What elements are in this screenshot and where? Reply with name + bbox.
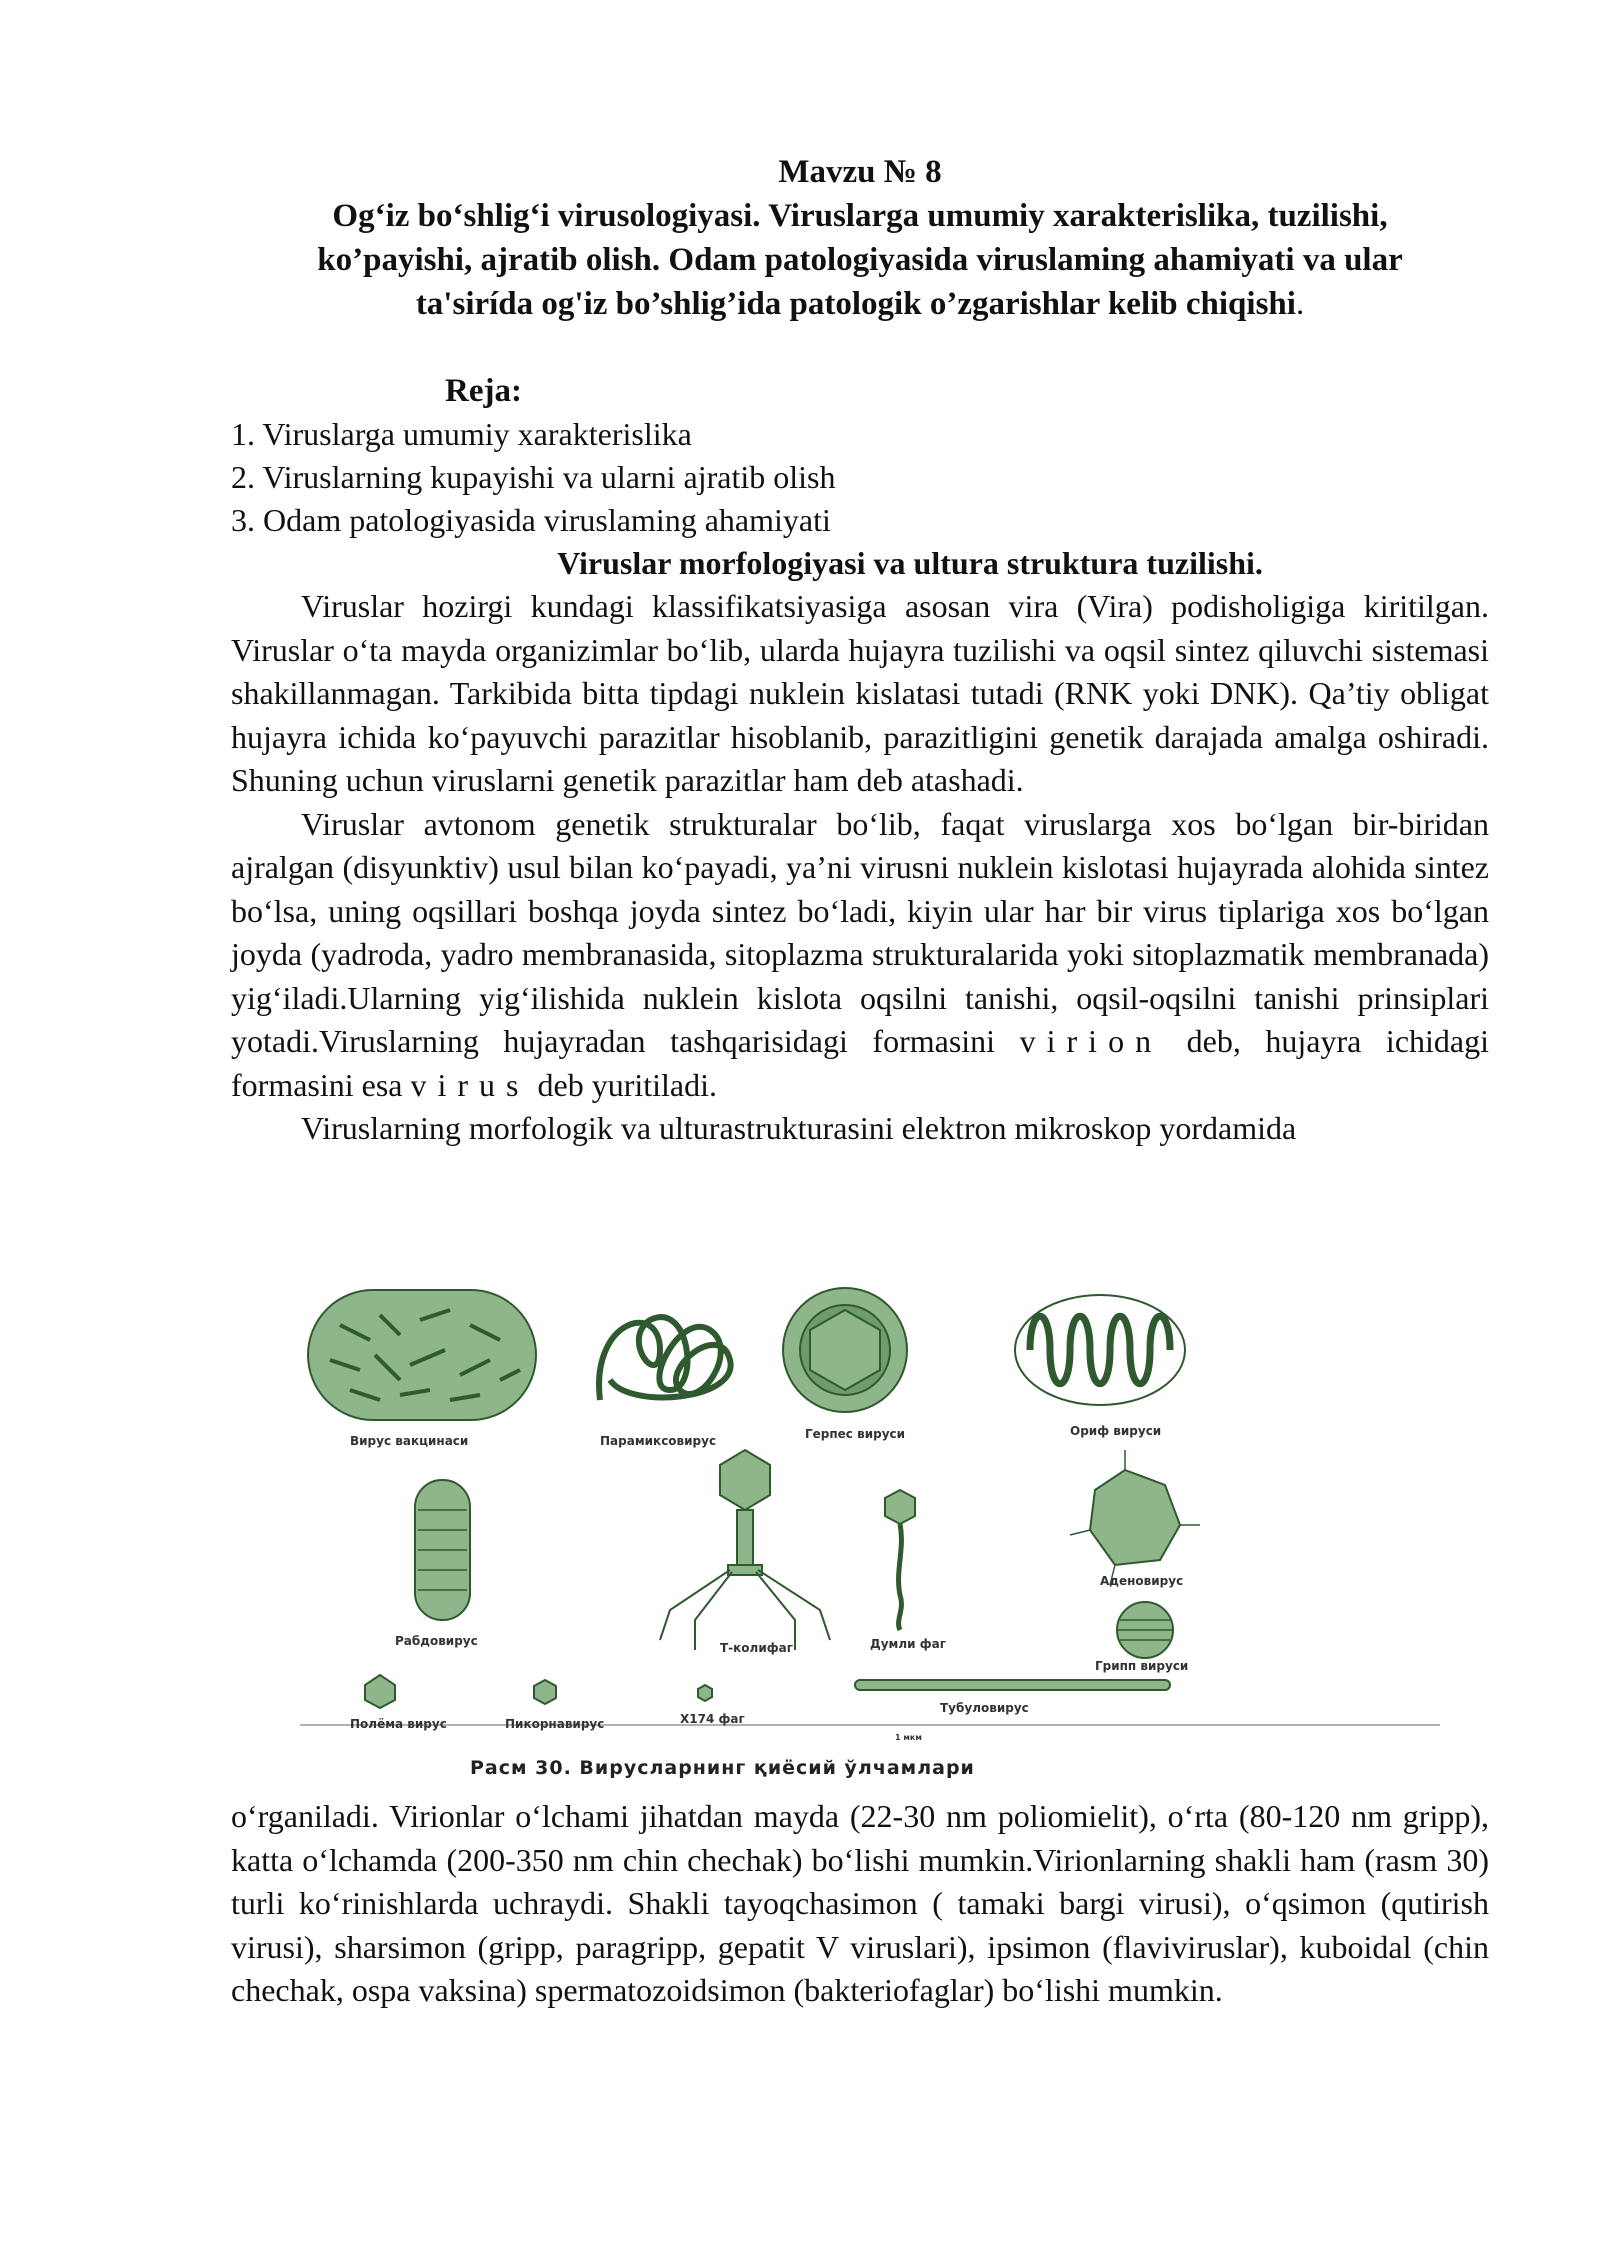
label-tubulo: Тубуловирус (940, 1701, 1029, 1715)
label-scale: 1 мкм (895, 1733, 922, 1742)
plan-item: 3. Odam patologiyasida viruslaming ahamiyati (231, 502, 831, 538)
term-virion: virion (1019, 1023, 1163, 1059)
label-picorna: Пикорнавирус (505, 1717, 605, 1731)
document-title (231, 150, 1489, 326)
polyoma-virus-drawing (365, 1675, 395, 1708)
paragraph-1: Viruslar hozirgi kundagi klassifikatsiyasiga asosan vira (Vira) podisholigiga kiritilgan. Viruslar o‘ta mayda organizimlar bo‘lib, ularda hujayra tuzilishi va oqsil sintez qiluvchi sistemasi shakillanmagan. Tarkibida bitta tipdagi nuklein kislatasi tutadi (RNK yoki DNK). Qa’tiy obligat hujayra ichida ko‘payuvchi parazitlar hisoblanib, parazitligini genetik darajada amalga oshiradi. Shuning uchun viruslarni genetik parazitlar ham deb atashadi. (231, 588, 1489, 798)
paramyxovirus-drawing (599, 1317, 731, 1400)
label-paramyxo: Парамиксовирус (600, 1434, 717, 1448)
label-vaccinia: Вирус вакцинаси (350, 1434, 469, 1448)
body-text-top (231, 585, 1489, 1151)
label-t-phage: Т-колифаг (720, 1641, 794, 1655)
tubulovirus-drawing (855, 1680, 1170, 1690)
paragraph-4: o‘rganiladi. Virionlar o‘lchami jihatdan mayda (22-30 nm poliomielit), o‘rta (80-120 nm gripp), katta o‘lchamda (200-350 nm chin chechak) bo‘lishi mumkin.Virionlarning shakli ham (rasm 30) turli ko‘rinishlarda uchraydi. Shakli tayoqchasimon ( tamaki bargi virusi), o‘qsimon (qutirish virusi), sharsimon (gripp, paragripp, gepatit V viruslari), ipsimon (flaviviruslar), kuboidal (chin chechak, ospa vaksina) spermatozoidsimon (bakteriofaglar) bo‘lishi mumkin. (231, 1798, 1489, 2008)
plan-heading: Reja: (445, 373, 522, 409)
plan-list (231, 413, 1489, 542)
rhabdovirus-drawing (415, 1480, 470, 1620)
label-polyoma: Полёма вирус (350, 1717, 447, 1731)
adenovirus-drawing (1070, 1450, 1200, 1585)
plan-item: 1. Viruslarga umumiy xarakterislika (231, 416, 692, 452)
paragraph-2: Viruslar avtonom genetik strukturalar bo‘lib, faqat viruslarga xos bo‘lgan bir-biridan ajralgan (disyunktiv) usul bilan ko‘payadi, ya’ni virusni nuklein kislotasi hujayrada alohida sintez bo‘lsa, uning oqsillari boshqa joyda sintez bo‘ladi, kiyin ular har bir virus tiplariga xos bo‘lgan joyda (yadroda, yadro membranasida, sitoplazma strukturalarida yoki sitoplazmatik membranada) yig‘iladi.Ularning yig‘ilishida nuklein kislota oqsilni tanishi, oqsil-oqsilni tanishi prinsiplari yotadi.Viruslarning hujayradan tashqarisidagi formasini virion deb, hujayra ichidagi formasini esa virus deb yuritiladi. (231, 805, 1490, 1103)
label-tailed-phage: Думли фаг (870, 1637, 946, 1651)
plan-item: 2. Viruslarning kupayishi va ularni ajratib olish (231, 459, 836, 495)
topic-number: Mavzu № 8 (778, 154, 942, 190)
label-influenza: Грипп вируси (1095, 1659, 1189, 1673)
label-x174: Х174 фаг (680, 1712, 745, 1726)
virus-comparison-figure (300, 1280, 1440, 1780)
body-text-bottom (231, 1795, 1489, 2013)
vaccinia-virus-drawing (308, 1290, 536, 1420)
herpes-virus-drawing (783, 1288, 907, 1412)
title-end-dot: . (1295, 286, 1305, 322)
paragraph-3: Viruslarning morfologik va ulturastrukturasini elektron mikroskop yordamida (301, 1110, 1297, 1146)
section-heading: Viruslar morfologiyasi va ultura struktura tuzilishi. (557, 545, 1263, 581)
title-line-3: ta'sirída og'iz bo’shlig’ida patologik o’zgarishlar kelib chiqishi (415, 286, 1296, 322)
figure-caption: Расм 30. Вирусларнинг қиёсий ўлчамлари (470, 1757, 975, 1779)
x174-phage-drawing (698, 1685, 712, 1701)
label-herpes: Герпес вируси (805, 1427, 906, 1441)
orf-virus-drawing (1015, 1295, 1185, 1405)
title-line-1: Og‘iz bo‘shlig‘i virusologiyasi. Viruslarga umumiy xarakterislika, tuzilishi, (332, 198, 1388, 234)
title-line-2: ko’payishi, ajratib olish. Odam patologiyasida viruslaming ahamiyati va ular (317, 242, 1403, 278)
term-virus: virus (410, 1066, 530, 1103)
label-rhabdo: Рабдовирус (395, 1634, 478, 1648)
influenza-virus-drawing (1117, 1602, 1173, 1658)
tailed-phage-drawing (885, 1490, 915, 1630)
label-orf: Ориф вируси (1070, 1424, 1162, 1438)
t-coliphage-drawing (660, 1450, 830, 1650)
label-adeno: Аденовирус (1100, 1574, 1184, 1588)
picornavirus-drawing (534, 1680, 556, 1704)
